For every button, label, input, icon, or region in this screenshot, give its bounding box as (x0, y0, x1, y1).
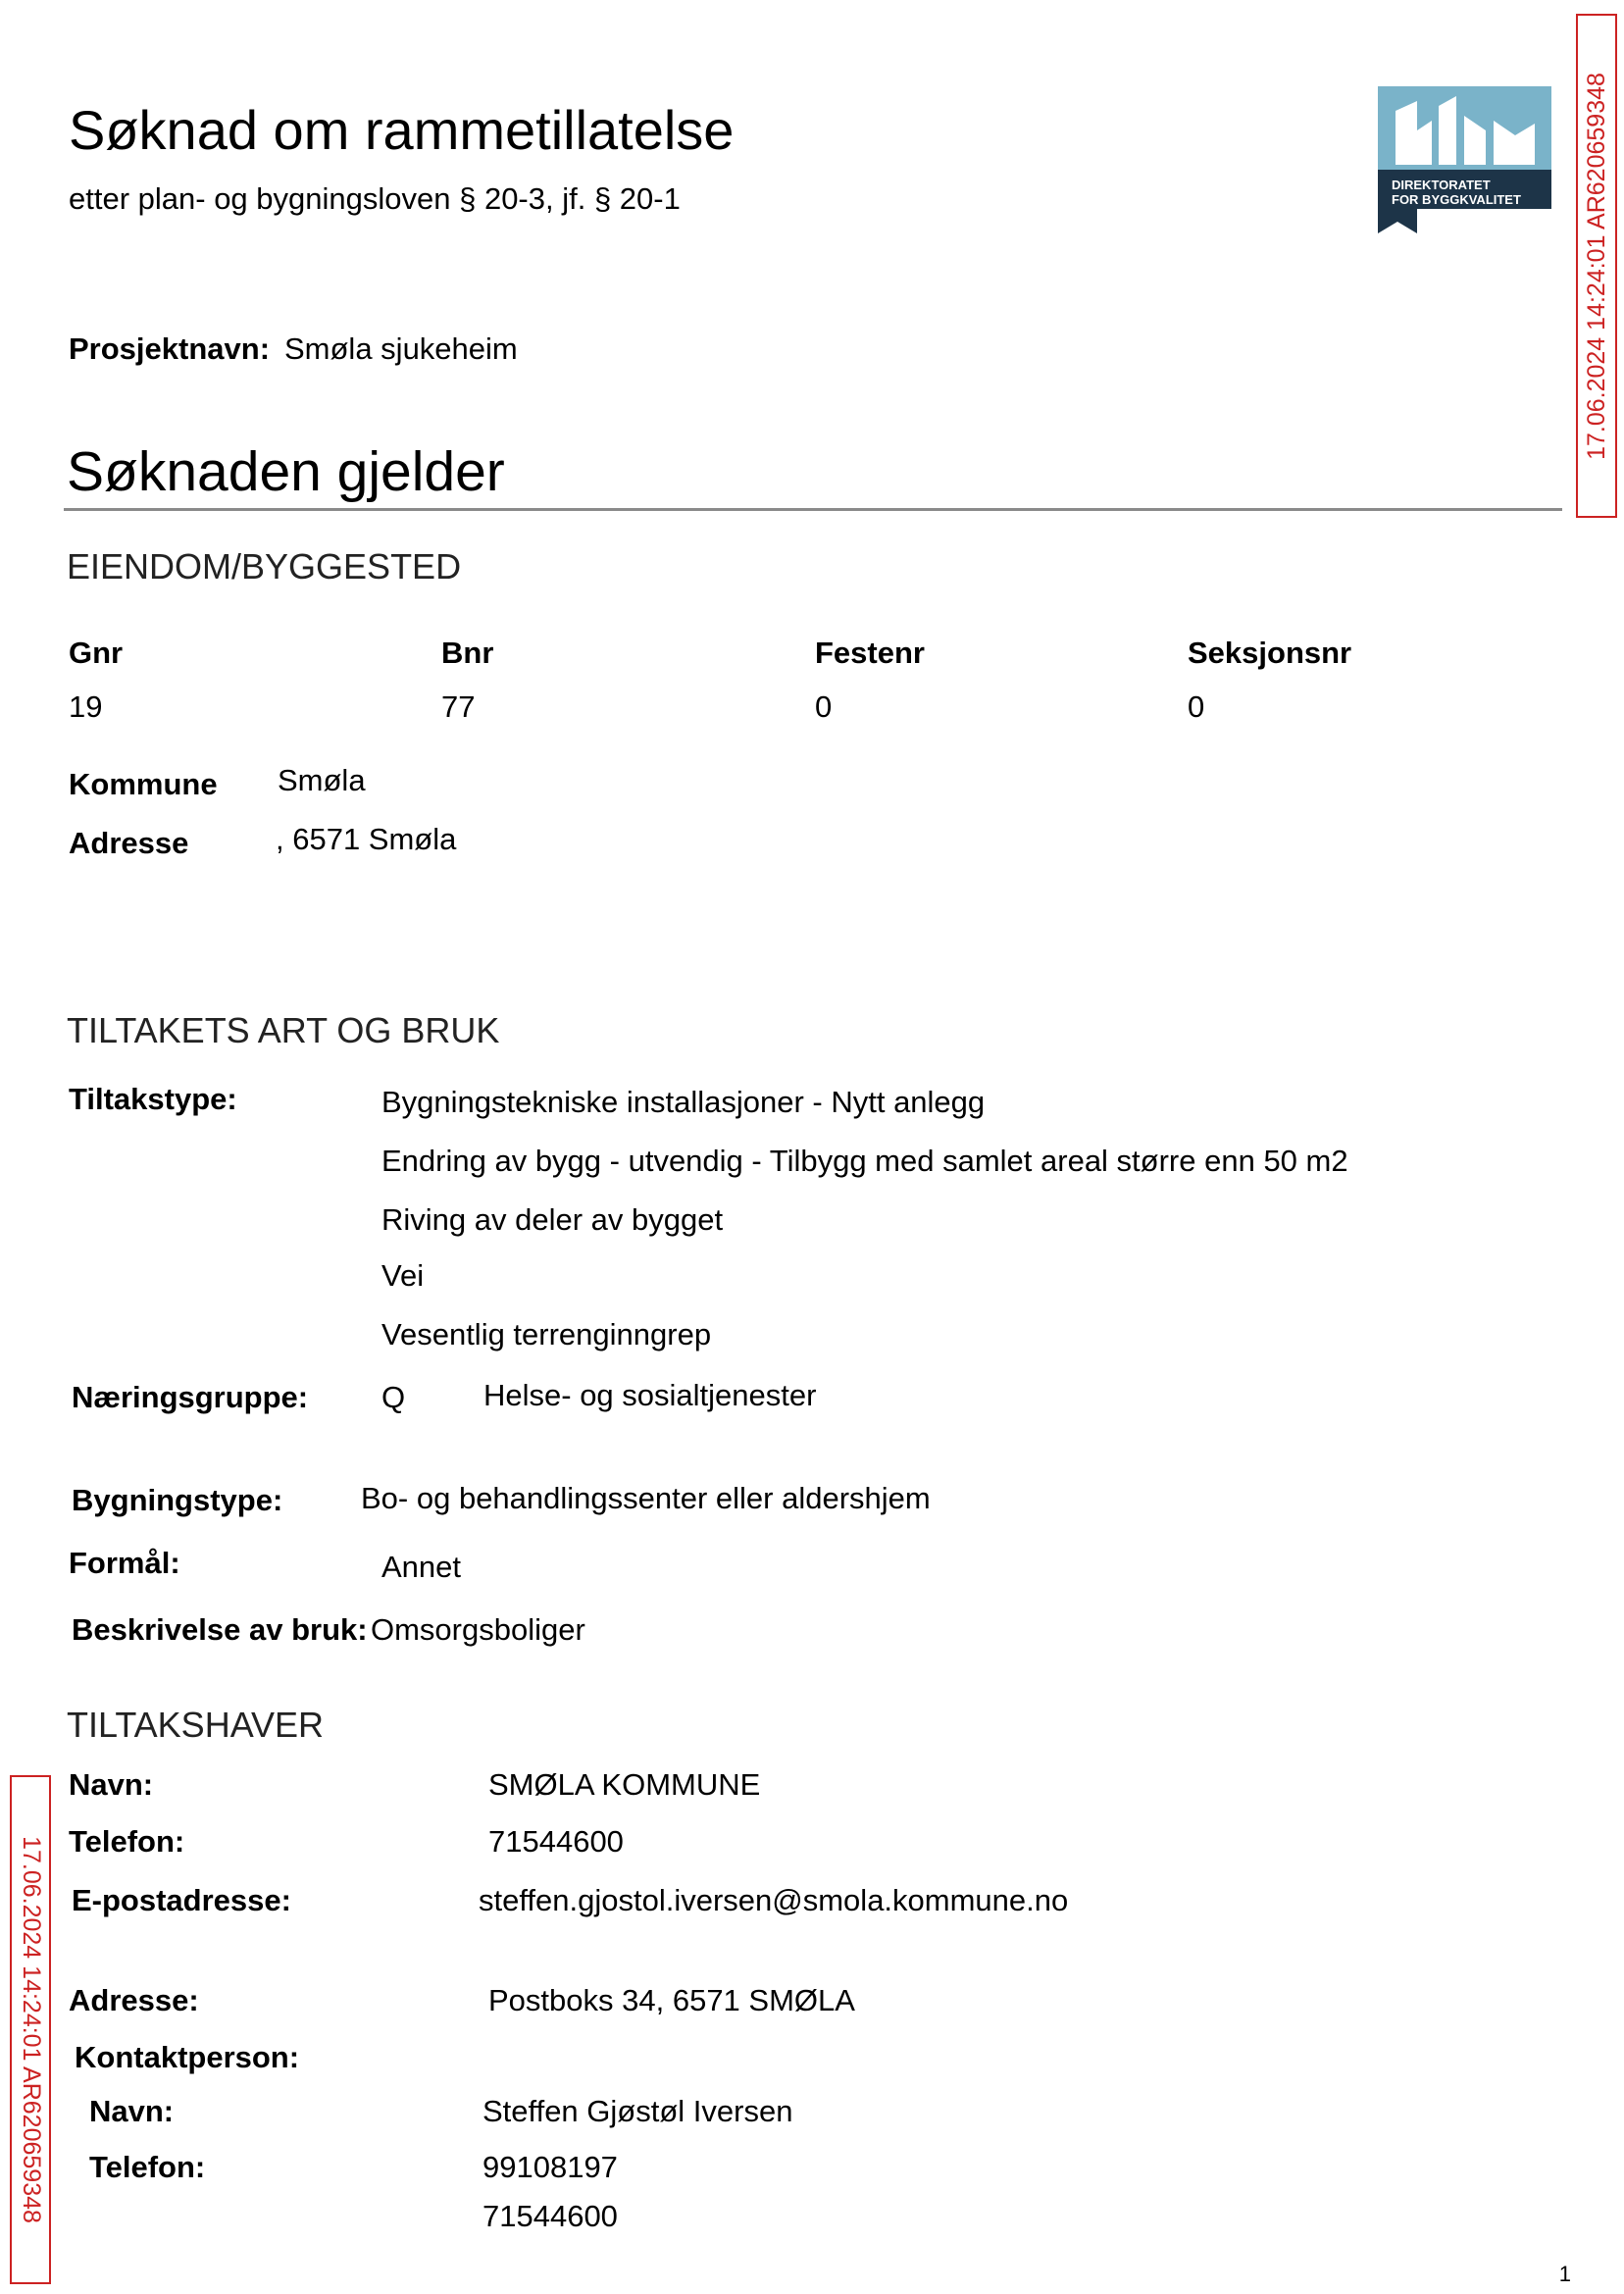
logo-text-line2: FOR BYGGKVALITET (1392, 192, 1521, 207)
kommune-label: Kommune (69, 767, 218, 801)
telefon-value: 71544600 (488, 1824, 624, 1859)
bygningstype-value: Bo- og behandlingssenter eller aldershjem (361, 1481, 931, 1515)
beskrivelse-label: Beskrivelse av bruk: (72, 1612, 368, 1647)
adresse-value: Postboks 34, 6571 SMØLA (488, 1983, 855, 2017)
bnr-value: 77 (441, 689, 476, 724)
naeringsgruppe-code: Q (381, 1380, 406, 1414)
seksjonsnr-label: Seksjonsnr (1188, 636, 1352, 670)
page-title: Søknad om rammetillatelse (69, 99, 735, 161)
project-value: Smøla sjukeheim (284, 331, 518, 366)
timestamp-stamp-bottom (10, 1775, 51, 2284)
formal-label: Formål: (69, 1546, 180, 1580)
stamp-text: 17.06.2024 14:24:01 AR620659348 (1582, 72, 1610, 460)
kontakt-telefon-value: 71544600 (482, 2199, 618, 2233)
page-number: 1 (1558, 2262, 1571, 2286)
logo-text-line1: DIREKTORATET (1392, 178, 1491, 192)
telefon-label: Telefon: (69, 1824, 185, 1859)
kontakt-navn-value: Steffen Gjøstøl Iversen (482, 2094, 793, 2128)
page-subtitle: etter plan- og bygningsloven § 20-3, jf. § 20-1 (69, 181, 681, 216)
adresse-value: , 6571 Smøla (276, 822, 457, 856)
tiltakstype-label: Tiltakstype: (69, 1082, 237, 1116)
project-label: Prosjektnavn: (69, 331, 271, 366)
epost-label: E-postadresse: (72, 1883, 291, 1917)
naeringsgruppe-label: Næringsgruppe: (72, 1380, 309, 1414)
kontakt-navn-label: Navn: (89, 2094, 175, 2128)
dibk-logo (1378, 86, 1551, 278)
kontakt-telefon-value: 99108197 (482, 2150, 618, 2184)
adresse-label: Adresse (69, 826, 189, 860)
adresse-label: Adresse: (69, 1983, 199, 2017)
gnr-value: 19 (69, 689, 103, 724)
naeringsgruppe-text: Helse- og sosialtjenester (483, 1378, 817, 1412)
section-heading-soknaden: Søknaden gjelder (67, 440, 505, 503)
festenr-value: 0 (815, 689, 833, 724)
tiltakstype-item: Bygningstekniske installasjoner - Nytt anlegg (381, 1085, 986, 1119)
kontakt-telefon-label: Telefon: (89, 2150, 206, 2184)
timestamp-stamp-top (1576, 14, 1617, 518)
tiltakstype-item: Vesentlig terrenginngrep (381, 1317, 712, 1351)
bygningstype-label: Bygningstype: (72, 1483, 283, 1517)
kommune-value: Smøla (278, 763, 366, 797)
seksjonsnr-value: 0 (1188, 689, 1205, 724)
tiltakstype-item: Vei (381, 1258, 425, 1293)
formal-value: Annet (381, 1550, 462, 1584)
kontaktperson-label: Kontaktperson: (75, 2040, 300, 2074)
bnr-label: Bnr (441, 636, 494, 670)
beskrivelse-value: Omsorgsboliger (371, 1612, 585, 1647)
heading-divider (64, 508, 1562, 511)
tiltakstype-item: Endring av bygg - utvendig - Tilbygg med samlet areal større enn 50 m2 (381, 1144, 1348, 1178)
section-heading-eiendom: EIENDOM/BYGGESTED (67, 546, 462, 586)
navn-label: Navn: (69, 1767, 154, 1802)
festenr-label: Festenr (815, 636, 925, 670)
navn-value: SMØLA KOMMUNE (488, 1767, 761, 1802)
section-heading-tiltakshaver: TILTAKSHAVER (67, 1705, 325, 1745)
section-heading-tiltak: TILTAKETS ART OG BRUK (67, 1010, 500, 1050)
gnr-label: Gnr (69, 636, 124, 670)
tiltakstype-item: Riving av deler av bygget (381, 1202, 724, 1237)
stamp-text: 17.06.2024 14:24:01 AR620659348 (17, 1836, 45, 2223)
epost-value: steffen.gjostol.iversen@smola.kommune.no (479, 1883, 1069, 1917)
